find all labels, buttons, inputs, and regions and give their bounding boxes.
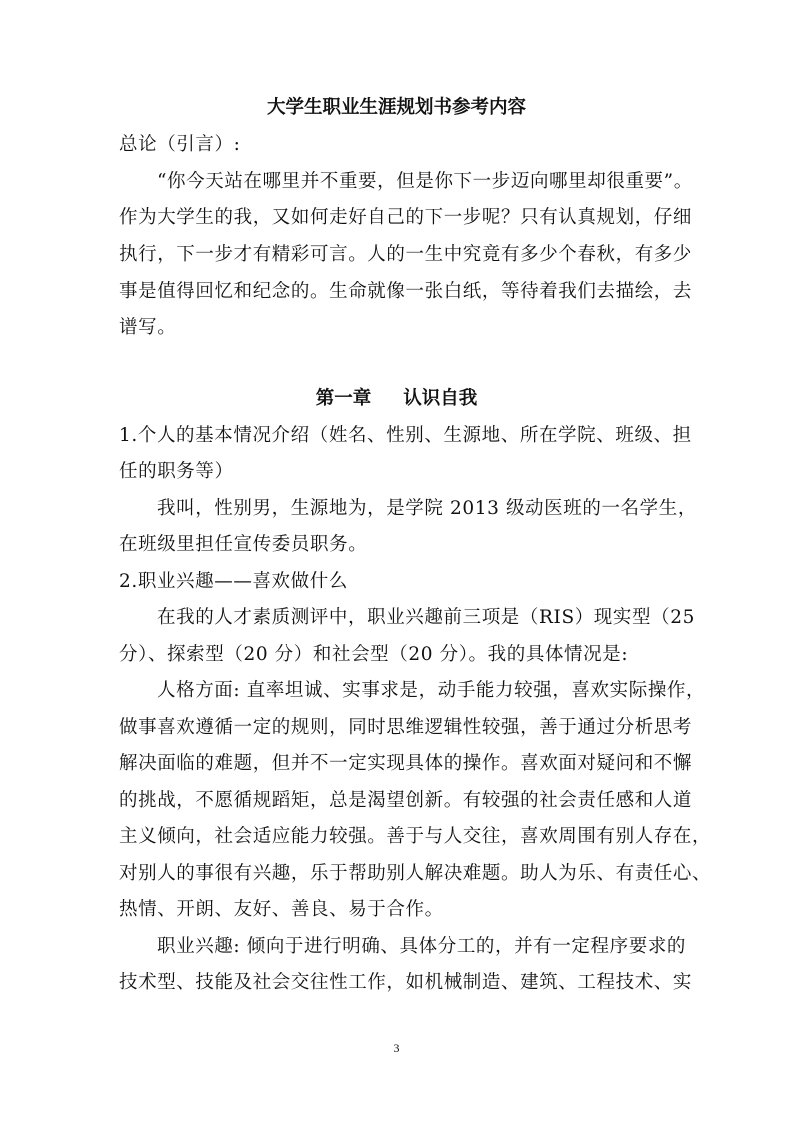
intro-label: 总论（引言）: bbox=[119, 134, 241, 155]
chapter-name: 认识自我 bbox=[403, 388, 478, 409]
section2-p2-line-3: 解决面临的难题，但并不一定实现具体的操作。喜欢面对疑问和不懈 bbox=[119, 753, 693, 774]
section2-p1-line-2: 分）、探索型（20 分）和社会型（20 分）。我的具体情况是: bbox=[119, 644, 629, 665]
section2-p2-line-4: 的挑战，不愿循规蹈矩，总是渴望创新。有较强的社会责任感和人道 bbox=[119, 790, 693, 811]
section2-p3-line-1: 职业兴趣: 倾向于进行明确、具体分工的，并有一定程序要求的 bbox=[157, 936, 687, 957]
chapter-heading bbox=[0, 387, 793, 411]
section2-heading: 2.职业兴趣——喜欢做什么 bbox=[119, 571, 348, 592]
section2-p1-line-1: 在我的人才素质测评中，职业兴趣前三项是（RIS）现实型（25 bbox=[157, 607, 695, 628]
section1-paragraph-line-1: 我叫，性别男，生源地为，是学院 2013 级动医班的一名学生， bbox=[157, 498, 697, 519]
section2-p2-line-6: 对别人的事很有兴趣，乐于帮助别人解决难题。助人为乐、有责任心、 bbox=[119, 863, 712, 884]
section2-p2-line-1: 人格方面: 直率坦诚、实事求是，动手能力较强，喜欢实际操作， bbox=[157, 680, 706, 701]
intro-line-4: 事是值得回忆和纪念的。生命就像一张白纸，等待着我们去描绘，去 bbox=[119, 281, 693, 302]
section2-p2-line-2: 做事喜欢遵循一定的规则，同时思维逻辑性较强，善于通过分析思考 bbox=[119, 717, 693, 738]
intro-line-5: 谱写。 bbox=[119, 317, 177, 338]
section2-p2-line-5: 主义倾向，社会适应能力较强。善于与人交往，喜欢周围有别人存在， bbox=[119, 826, 712, 847]
section1-paragraph-line-2: 在班级里担任宣传委员职务。 bbox=[119, 534, 368, 555]
intro-line-3: 执行，下一步才有精彩可言。人的一生中究竟有多少个春秋，有多少 bbox=[119, 244, 693, 265]
section1-heading-line-1: 1.个人的基本情况介绍（姓名、性别、生源地、所在学院、班级、担 bbox=[119, 425, 692, 446]
intro-line-1: “你今天站在哪里并不重要，但是你下一步迈向哪里却很重要”。 bbox=[157, 171, 693, 192]
page-number: 3 bbox=[393, 1041, 400, 1055]
section2-p2-line-7: 热情、开朗、友好、善良、易于合作。 bbox=[119, 899, 444, 920]
section2-p3-line-2: 技术型、技能及社会交往性工作，如机械制造、建筑、工程技术、实 bbox=[119, 972, 693, 993]
section1-heading-line-2: 任的职务等） bbox=[119, 461, 234, 482]
intro-line-2: 作为大学生的我，又如何走好自己的下一步呢？只有认真规划，仔细 bbox=[119, 207, 693, 228]
chapter-number: 第一章 bbox=[315, 388, 372, 409]
document-title: 大学生职业生涯规划书参考内容 bbox=[266, 97, 526, 118]
